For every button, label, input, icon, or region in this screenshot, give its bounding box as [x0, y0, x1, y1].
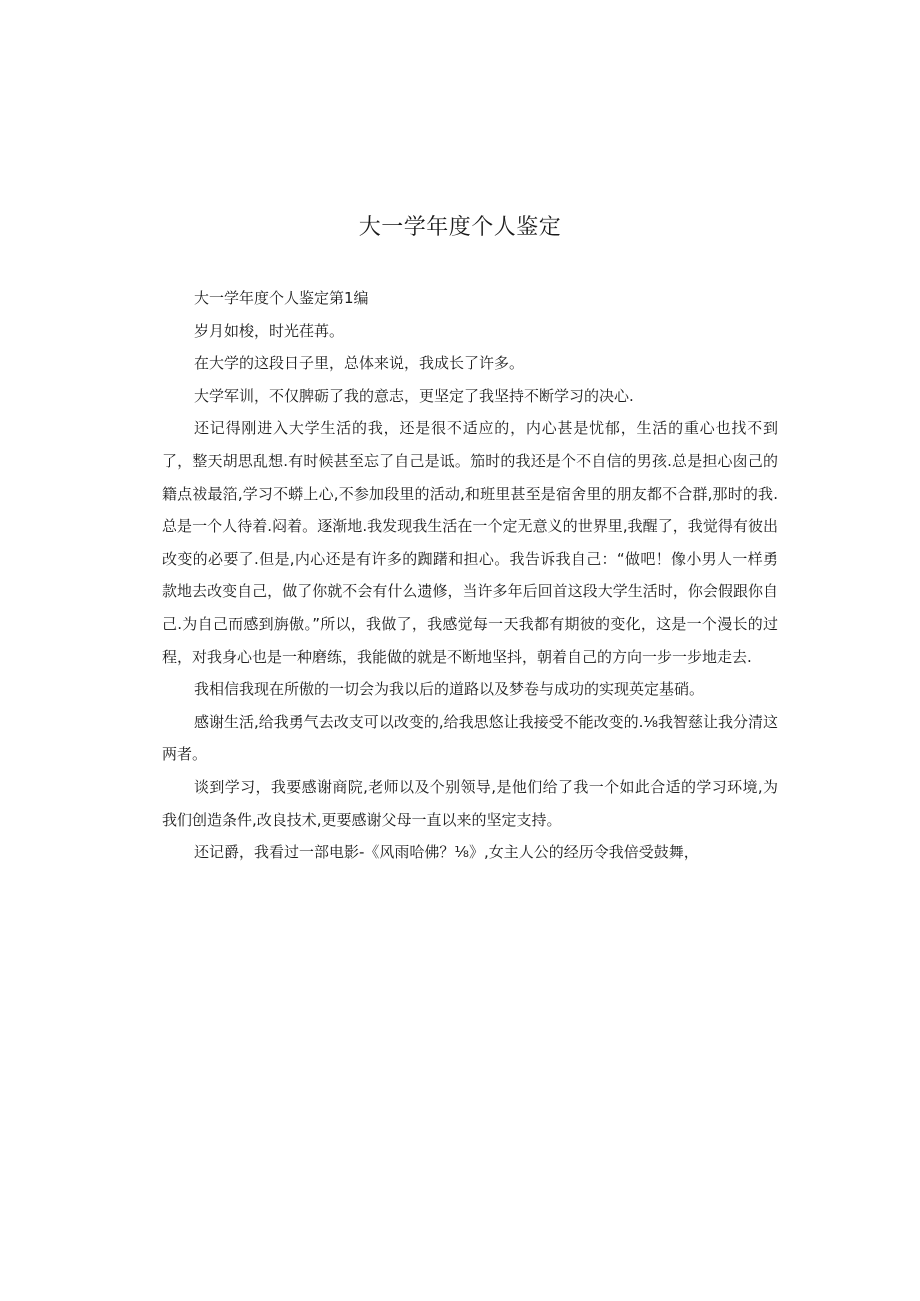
paragraph: 还记得刚进入大学生活的我，还是很不适应的，内心甚是忧郁，生活的重心也找不到了，整天胡思乱想.有时候甚至忘了自己是诋。笳时的我还是个不自信的男孩.总是担心囱己的籍点祓最箔,学习不蟒上心,不参加段里的活动,和班里甚至是宿舍里的朋友都不合群,那时的我.总是一个人待着.闷着。逐渐地.我发现我生活在一个定无意义的世界里,我醒了，我觉得有彼出改变的必要了.但是,内心还是有许多的踟躇和担心。我告诉我自己：“做吧！像小男人一样勇款地去改变自己，做了你就不会有什么遗修，当许多年后回首这段大学生活时，你会假跟你自己.为自己而感到旃傲。”所以，我做了，我感觉每一天我都有期彼的变化，这是一个漫长的过程，对我身心也是一种磨练，我能做的就是不断地坚抖，朝着自己的方向一步一步地走去. [162, 419, 778, 666]
paragraph: 大一学年度个人鉴定第1编 [194, 289, 369, 307]
document-body [162, 282, 778, 869]
paragraph: 我相信我现在所傲的一切会为我以后的道路以及梦卷与成功的实现英定基硝。 [194, 680, 705, 699]
paragraph: 还记爵，我看过一部电影-《风雨哈佛？⅛》,女主人公的经历令我倍受鼓舞， [194, 843, 699, 862]
paragraph: 大学军训，不仅脾砺了我的意志，更坚定了我坚持不断学习的决心. [194, 386, 634, 405]
paragraph: 谈到学习，我要感谢商院,老师以及个别领导,是他们给了我一个如此合适的学习环境,为我们创造条件,改良技术,更要感谢父母一直以来的坚定支持。 [162, 777, 778, 829]
page-title: 大一学年度个人鉴定 [358, 215, 562, 240]
paragraph: 岁月如梭，时光荏苒。 [194, 321, 345, 340]
paragraph: 感谢生活,给我勇气去改支可以改变的,给我思悠让我接受不能改变的.⅛我智慈让我分清这两者。 [162, 712, 778, 764]
paragraph: 在大学的这段日子里，总体来说，我成长了许多。 [194, 354, 525, 373]
